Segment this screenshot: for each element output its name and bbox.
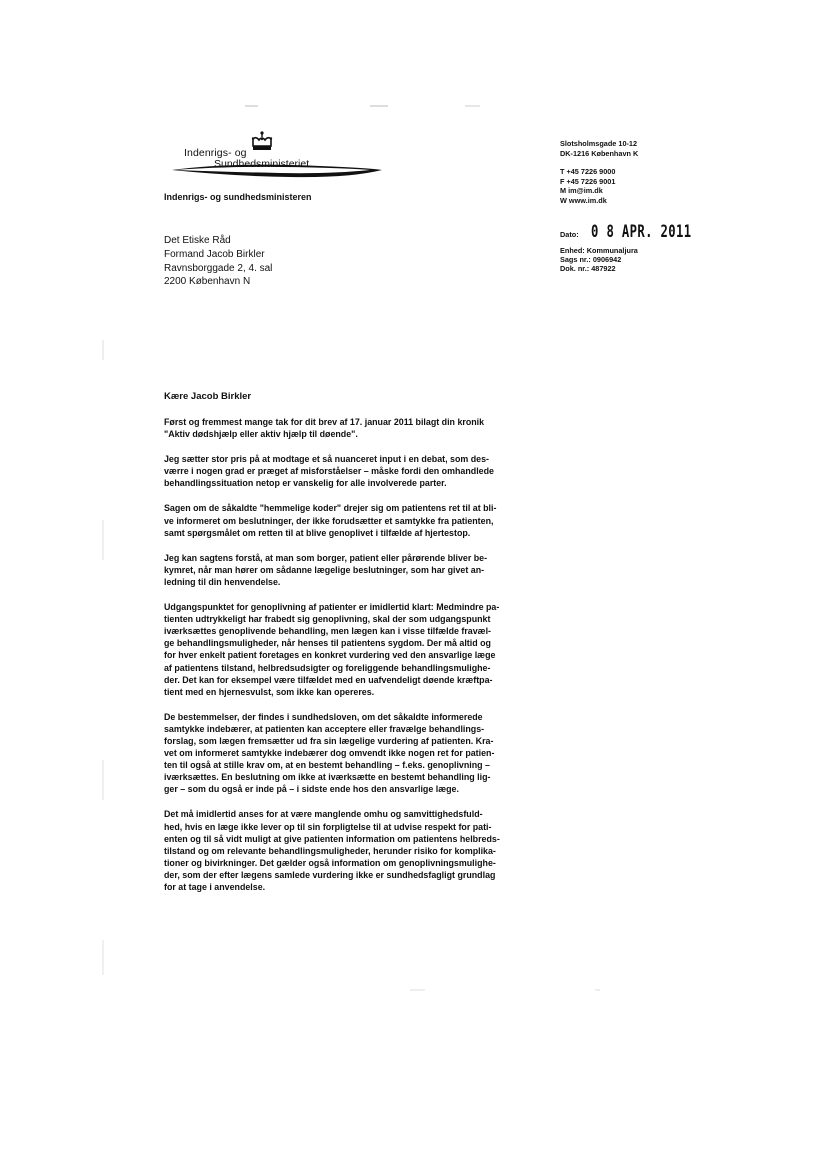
meta-case-number: Sags nr.: 0906942	[560, 255, 622, 265]
text-line: behandlingssituation netop er vanskelig for alle involverede parter.	[164, 478, 447, 489]
text-line: iværksættes genoplivende behandling, men lægen kan i visse tilfælde fravæl-	[164, 626, 491, 637]
ministry-name: Indenrigs- og sundhedsministeren	[164, 192, 312, 202]
text-line: tient med en hjernesvulst, som ikke kan opereres.	[164, 686, 375, 697]
text-line: vet om informeret samtykke indebærer dog omvendt ikke nogen ret for patien-	[164, 748, 495, 759]
recipient-address	[164, 234, 272, 289]
paragraph	[164, 601, 554, 698]
logo-text-line1: Indenrigs- og	[184, 147, 247, 159]
paragraph	[164, 453, 554, 489]
date-label: Dato:	[560, 230, 579, 239]
text-line: der. Det kan for eksempel være tilfældet med en uafvendeligt døende kræftpa-	[164, 674, 493, 685]
text-line: samt spørgsmålet om retten til at blive genoplivet i tilfælde af hjertestop.	[164, 527, 471, 538]
text-line: for at tage i anvendelse.	[164, 882, 266, 892]
ministry-logo	[170, 128, 390, 180]
text-line: tienten udtrykkeligt har frabedt sig genoplivning, skal der som udgangspunkt	[164, 614, 491, 625]
recipient-line: Ravnsborggade 2, 4. sal	[164, 262, 273, 274]
text-line: ledning til din henvendelse.	[164, 576, 281, 587]
text-line: der, som der efter lægens samlede vurdering ikke er sundhedsfagligt grundlag	[164, 869, 496, 880]
text-line: ten til også at stille krav om, at en bestemt behandling – f.eks. genoplivning –	[164, 760, 490, 771]
greeting: Kære Jacob Birkler	[164, 391, 252, 402]
contact-fax: F +45 7226 9001	[560, 176, 616, 186]
text-line: tioner og bivirkninger. Det gælder også information om genoplivningsmulighe-	[164, 857, 496, 868]
contact-phone: T +45 7226 9000	[560, 167, 616, 176]
sender-line: Slotsholmsgade 10-12	[560, 139, 638, 148]
letter-body	[164, 416, 554, 906]
logo-text-line2: Sundhedsministeriet	[214, 158, 310, 170]
text-line: ger – som du også er inde på – i sidste ende hos den ansvarlige læge.	[164, 784, 459, 795]
text-line: Sagen om de såkaldte "hemmelige koder" drejer sig om patientens ret til at bli-	[164, 503, 497, 514]
text-line: Det må imidlertid anses for at være manglende omhu og samvittighedsfuld-	[164, 809, 483, 820]
text-line: tilstand og om relevante behandlingsmuligheder, herunder risiko for komplika-	[164, 845, 496, 856]
text-line: Udgangspunktet for genoplivning af patienter er imidlertid klart: Medmindre pa-	[164, 602, 500, 613]
recipient-line: Formand Jacob Birkler	[164, 248, 265, 260]
document-meta	[560, 222, 730, 274]
contact-web: W www.im.dk	[560, 195, 607, 205]
paragraph	[164, 502, 554, 538]
paragraph	[164, 711, 554, 796]
text-line: Jeg kan sagtens forstå, at man som borger, patient eller pårørende bliver be-	[164, 552, 488, 563]
text-line: Jeg sætter stor pris på at modtage et så nuanceret input i en debat, som des-	[164, 454, 489, 465]
text-line: "Aktiv dødshjælp eller aktiv hjælp til døende".	[164, 429, 358, 440]
text-line: for hver enkelt patient foretages en konkret vurdering ved den ansvarlige læge	[164, 650, 496, 661]
contact-email: M im@im.dk	[560, 186, 603, 195]
text-line: værre i nogen grad er præget af misforståelser – måske fordi den omhandlede	[164, 466, 494, 477]
text-line: hed, hvis en læge ikke lever op til sin forpligtelse til at udvise respekt for pati-	[164, 821, 492, 832]
meta-unit: Enhed: Kommunaljura	[560, 246, 638, 255]
text-line: iværksættes. En beslutning om ikke at iværksætte en bestemt behandling lig-	[164, 772, 491, 783]
text-line: samtykke indebærer, at patienten kan acceptere eller fravælge behandlings-	[164, 723, 485, 734]
paragraph	[164, 552, 554, 588]
recipient-line: 2200 København N	[164, 276, 251, 288]
sender-address	[560, 139, 638, 205]
text-line: af patientens tilstand, helbredsudsigter og foreliggende behandlingsmulighe-	[164, 662, 491, 673]
text-line: kymret, når man hører om sådanne lægelige beslutninger, som har givet an-	[164, 564, 485, 575]
meta-doc-number: Dok. nr.: 487922	[560, 264, 616, 274]
paragraph	[164, 808, 554, 893]
paragraph	[164, 416, 554, 440]
text-line: ge behandlingsmuligheder, når henses til patientens sygdom. Der må altid og	[164, 638, 491, 649]
text-line: enten og til så vidt muligt at give patienten information om patientens helbreds-	[164, 833, 500, 844]
text-line: forslag, som lægen fremsætter ud fra sin lægelige vurdering af patienten. Kra-	[164, 735, 494, 746]
text-line: De bestemmelser, der findes i sundhedsloven, om det såkaldte informerede	[164, 711, 483, 722]
date-stamp: 0 8 APR. 2011	[590, 222, 692, 242]
sender-line: DK-1216 København K	[560, 148, 639, 158]
text-line: ve informeret om beslutninger, der ikke forudsætter et samtykke fra patienten,	[164, 515, 494, 526]
recipient-line: Det Etiske Råd	[164, 235, 231, 246]
crown-icon	[250, 130, 274, 154]
text-line: Først og fremmest mange tak for dit brev af 17. januar 2011 bilagt din kronik	[164, 417, 485, 427]
